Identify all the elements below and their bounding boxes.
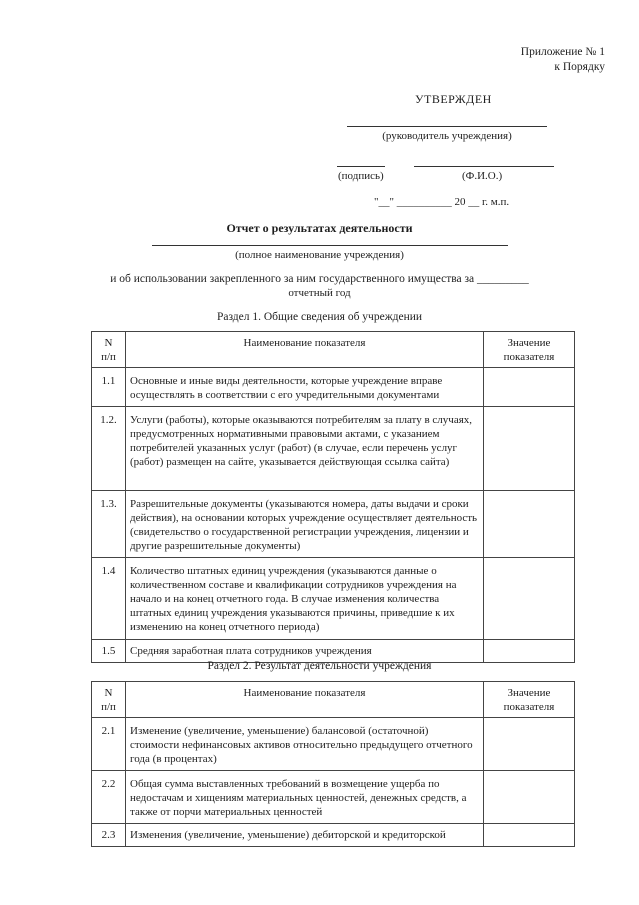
row-indicator: Разрешительные документы (указываются номера, даты выдачи и сроки действия), на основании которых учреждение осуществляет деятельность (свидетельство о государственной регистрации учреждения, лицензии и другие разрешительные документы) (126, 491, 484, 558)
fio-line (414, 166, 554, 167)
signature-caption: (подпись) (338, 170, 384, 182)
row-number: 1.4 (92, 558, 126, 640)
section1-table (91, 331, 575, 663)
section2-title: Раздел 2. Результат деятельности учреждения (207, 660, 432, 672)
row-value[interactable] (484, 824, 575, 847)
col-name-header: Наименование показателя (126, 682, 484, 718)
row-indicator: Изменение (увеличение, уменьшение) балансовой (остаточной) стоимости нефинансовых активов относительно предыдущего отчетного года (в процентах) (126, 718, 484, 771)
appendix-reference: к Порядку (554, 61, 605, 73)
section2-table (91, 681, 575, 847)
row-indicator: Услуги (работы), которые оказываются потребителям за плату в случаях, предусмотренных нормативными правовыми актами, с указанием потребителей указанных услуг (работ) (в случае, если перечень услуг (работ) размещен на сайте, указывается действующая ссылка сайта) (126, 407, 484, 491)
table-row (92, 558, 575, 640)
col-num-header: N п/п (92, 332, 126, 368)
section2-header-row (92, 682, 575, 718)
row-value[interactable] (484, 558, 575, 640)
appendix-number: Приложение № 1 (520, 46, 605, 58)
table-row (92, 368, 575, 407)
signature-line (337, 166, 385, 167)
section1-header-row (92, 332, 575, 368)
row-number: 1.2. (92, 407, 126, 491)
row-value[interactable] (484, 718, 575, 771)
date-stamp-line: "__" __________ 20 __ г. м.п. (374, 196, 510, 208)
col-num-header: N п/п (92, 682, 126, 718)
row-number: 1.3. (92, 491, 126, 558)
row-value[interactable] (484, 407, 575, 491)
row-indicator: Количество штатных единиц учреждения (указываются данные о количественном составе и квалификации сотрудников учреждения на начало и на конец отчетного года. В случае изменения количества штатных единиц учреждения указываются причины, приведшие к их изменению на конец отчетного периода) (126, 558, 484, 640)
fio-caption: (Ф.И.О.) (462, 170, 503, 182)
col-name-header: Наименование показателя (126, 332, 484, 368)
property-usage-line: и об использовании закрепленного за ним государственного имущества за _________ (110, 273, 529, 285)
reporting-year-caption: отчетный год (288, 287, 351, 299)
row-indicator: Общая сумма выставленных требований в возмещение ущерба по недостачам и хищениям материальных ценностей, денежных средств, а также от порчи материальных ценностей (126, 771, 484, 824)
approved-heading: УТВЕРЖДЕН (415, 92, 492, 106)
row-value[interactable] (484, 771, 575, 824)
row-indicator: Основные и иные виды деятельности, которые учреждение вправе осуществлять в соответствии с его учредительными документами (126, 368, 484, 407)
table-row (92, 824, 575, 847)
head-signature-line (347, 126, 547, 127)
table-row (92, 718, 575, 771)
row-value[interactable] (484, 491, 575, 558)
row-number: 2.1 (92, 718, 126, 771)
section1-title: Раздел 1. Общие сведения об учреждении (216, 311, 423, 323)
report-title: Отчет о результатах деятельности (226, 221, 413, 235)
org-name-caption: (полное наименование учреждения) (235, 249, 404, 261)
row-indicator: Изменения (увеличение, уменьшение) дебиторской и кредиторской (126, 824, 484, 847)
table-row (92, 407, 575, 491)
row-number: 2.3 (92, 824, 126, 847)
row-indicator: Средняя заработная плата сотрудников учреждения (126, 640, 484, 663)
table-row (92, 771, 575, 824)
head-caption: (руководитель учреждения) (382, 130, 512, 142)
org-name-line (152, 245, 508, 246)
col-value-header: Значение показателя (484, 332, 575, 368)
table-row (92, 491, 575, 558)
row-value[interactable] (484, 368, 575, 407)
col-value-header: Значение показателя (484, 682, 575, 718)
row-number: 1.1 (92, 368, 126, 407)
row-number: 1.5 (92, 640, 126, 663)
row-number: 2.2 (92, 771, 126, 824)
